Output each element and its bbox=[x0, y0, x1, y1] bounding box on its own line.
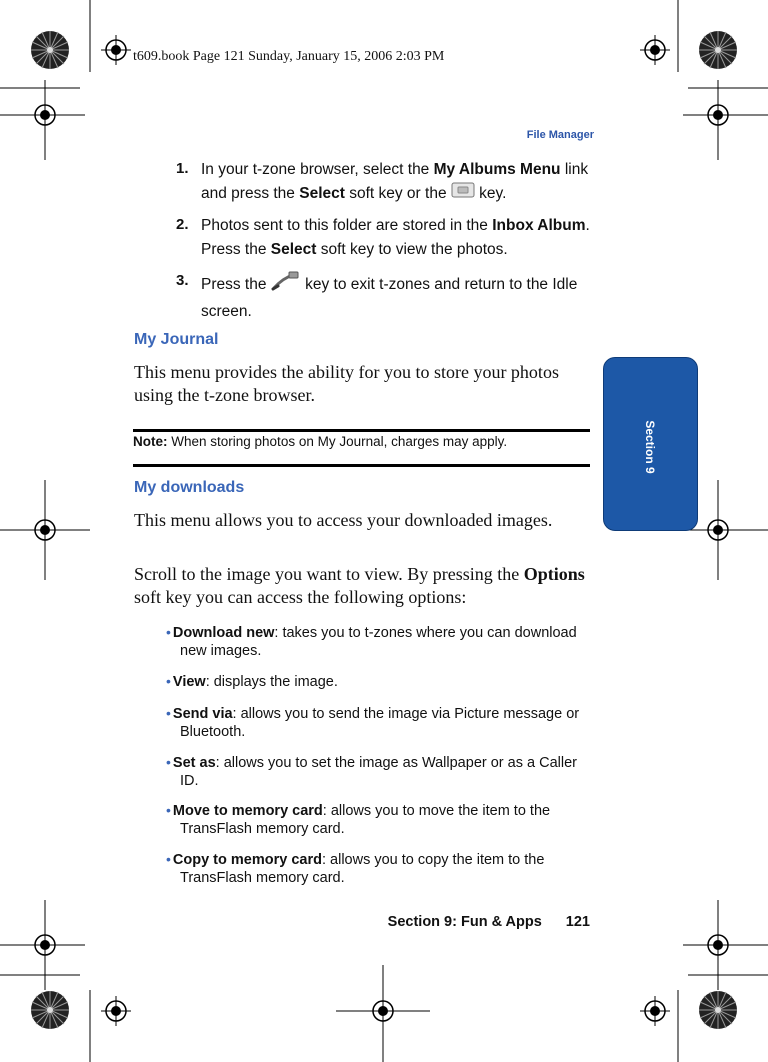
bullet-icon: • bbox=[166, 624, 171, 640]
bullet-icon: • bbox=[166, 851, 171, 867]
registration-mark-icon bbox=[640, 996, 670, 1026]
registration-mark-icon bbox=[703, 930, 733, 960]
page-number: 121 bbox=[565, 914, 590, 930]
ok-key-icon bbox=[451, 182, 475, 206]
step-number: 2. bbox=[176, 216, 189, 233]
bullet-icon: • bbox=[166, 673, 171, 689]
my-downloads-body: This menu allows you to access your downloaded images. bbox=[134, 510, 553, 530]
note-rule-bottom bbox=[133, 464, 590, 467]
section-tab-label: Section 9 bbox=[643, 420, 657, 474]
registration-mark-icon bbox=[640, 35, 670, 65]
registration-mark-icon bbox=[30, 515, 60, 545]
registration-mark-icon bbox=[703, 100, 733, 130]
step-text: In your t-zone browser, select the My Albums Menu link and press the Select soft key or the key. bbox=[201, 158, 599, 206]
step-number: 3. bbox=[176, 272, 189, 289]
end-key-icon bbox=[271, 270, 301, 300]
bullet-icon: • bbox=[166, 754, 171, 770]
registration-mark-icon bbox=[101, 996, 131, 1026]
my-downloads-instructions: Scroll to the image you want to view. By pressing the Options soft key you can access the following options: bbox=[134, 564, 585, 607]
note: Note: When storing photos on My Journal, charges may apply. bbox=[133, 434, 508, 449]
color-wheel-icon bbox=[698, 990, 738, 1030]
list-item: • View: displays the image. bbox=[166, 673, 338, 690]
page-footer bbox=[388, 914, 590, 930]
list-item: • Download new: takes you to t-zones where you can download new images. bbox=[166, 624, 577, 659]
book-header: t609.book Page 121 Sunday, January 15, 2006 2:03 PM bbox=[133, 49, 445, 64]
my-journal-body: This menu provides the ability for you to store your photos using the t-zone browser. bbox=[134, 362, 559, 405]
step-text: Press the key to exit t-zones and return to the Idle screen. bbox=[201, 270, 599, 324]
registration-mark-icon bbox=[101, 35, 131, 65]
my-downloads-heading: My downloads bbox=[134, 479, 245, 496]
running-title: File Manager bbox=[526, 129, 594, 141]
bullet-icon: • bbox=[166, 802, 171, 818]
registration-mark-icon bbox=[30, 930, 60, 960]
list-item: • Set as: allows you to set the image as Wallpaper or as a Caller ID. bbox=[166, 754, 577, 789]
list-item: • Send via: allows you to send the image via Picture message or Bluetooth. bbox=[166, 705, 580, 740]
registration-mark-icon bbox=[703, 515, 733, 545]
note-rule-top bbox=[133, 429, 590, 432]
registration-mark-icon bbox=[368, 996, 398, 1026]
list-item: • Copy to memory card: allows you to copy the item to the TransFlash memory card. bbox=[166, 851, 545, 886]
step-text: Photos sent to this folder are stored in the Inbox Album. Press the Select soft key to view the photos. bbox=[201, 217, 590, 258]
color-wheel-icon bbox=[698, 30, 738, 70]
registration-mark-icon bbox=[30, 100, 60, 130]
bullet-icon: • bbox=[166, 705, 171, 721]
list-item: • Move to memory card: allows you to move the item to the TransFlash memory card. bbox=[166, 802, 551, 837]
my-journal-heading: My Journal bbox=[134, 331, 219, 348]
step-number: 1. bbox=[176, 160, 189, 177]
footer-section: Section 9: Fun & Apps bbox=[387, 914, 542, 930]
color-wheel-icon bbox=[30, 30, 70, 70]
color-wheel-icon bbox=[30, 990, 70, 1030]
